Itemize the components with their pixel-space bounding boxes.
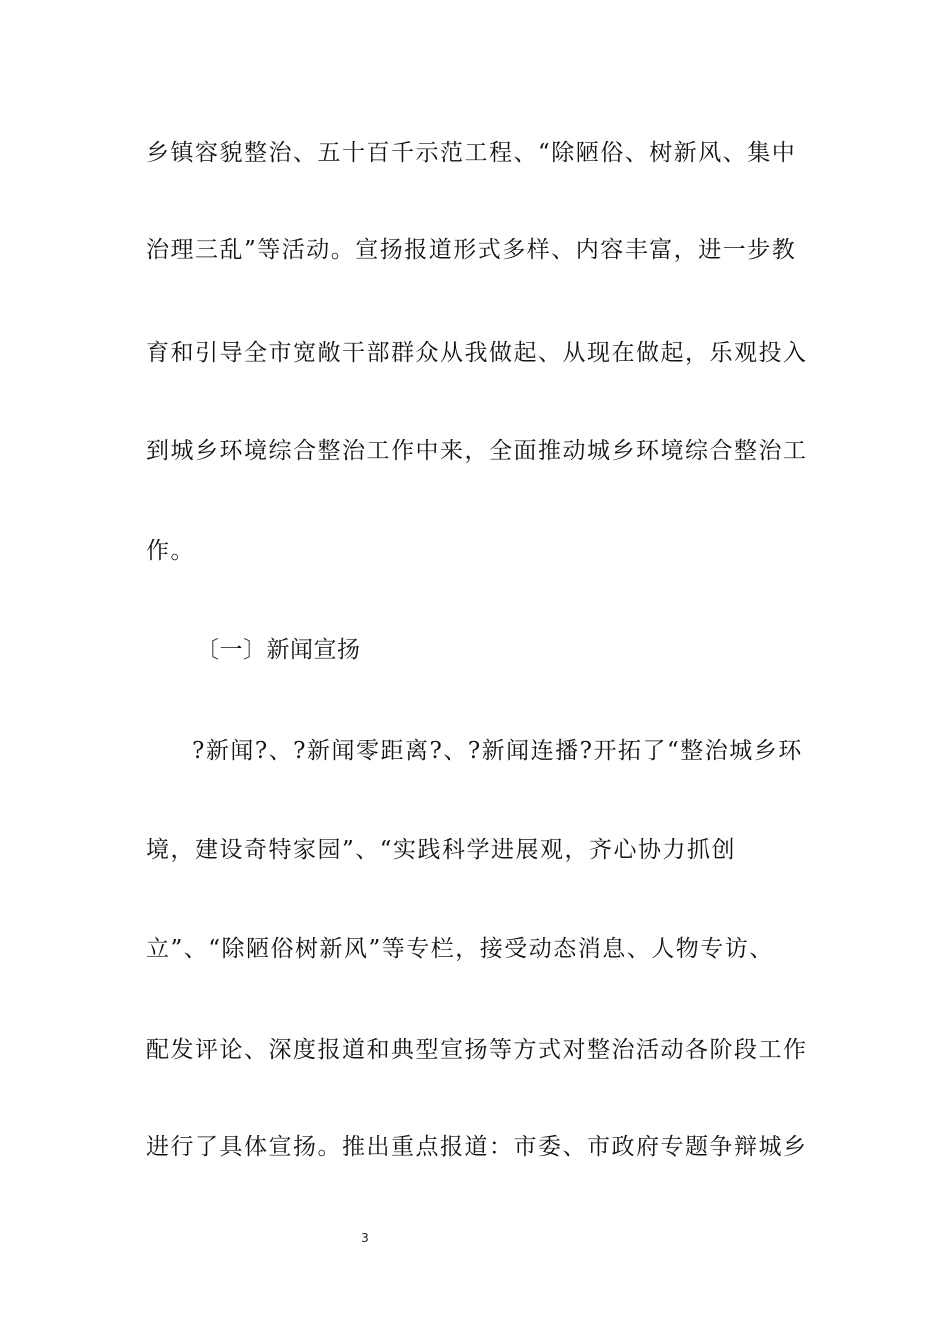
paragraph-line: ?新闻?、?新闻零距离?、?新闻连播?开拓了“整治城乡环 — [192, 738, 803, 764]
page-number: 3 — [361, 1231, 369, 1245]
section-heading: 〔一〕新闻宣扬 — [196, 637, 361, 663]
body-text-line: 到城乡环境综合整治工作中来，全面推动城乡环境综合整治工 — [146, 438, 808, 464]
body-text-line: 治理三乱”等活动。宣扬报道形式多样、内容丰富，进一步教 — [146, 237, 797, 263]
body-text-line: 育和引导全市宽敞干部群众从我做起、从现在做起，乐观投入 — [146, 340, 808, 366]
paragraph-line: 配发评论、深度报道和典型宣扬等方式对整治活动各阶段工作 — [146, 1037, 808, 1063]
paragraph-line: 境，建设奇特家园”、“实践科学进展观，齐心协力抓创 — [146, 837, 737, 863]
body-text-line: 作。 — [146, 538, 195, 564]
paragraph-line: 立”、“除陋俗树新风”等专栏，接受动态消息、人物专访、 — [146, 936, 774, 962]
paragraph-line: 进行了具体宣扬。推出重点报道：市委、市政府专题争辩城乡 — [146, 1134, 808, 1160]
body-text-line: 乡镇容貌整治、五十百千示范工程、“除陋俗、树新风、集中 — [146, 140, 797, 166]
